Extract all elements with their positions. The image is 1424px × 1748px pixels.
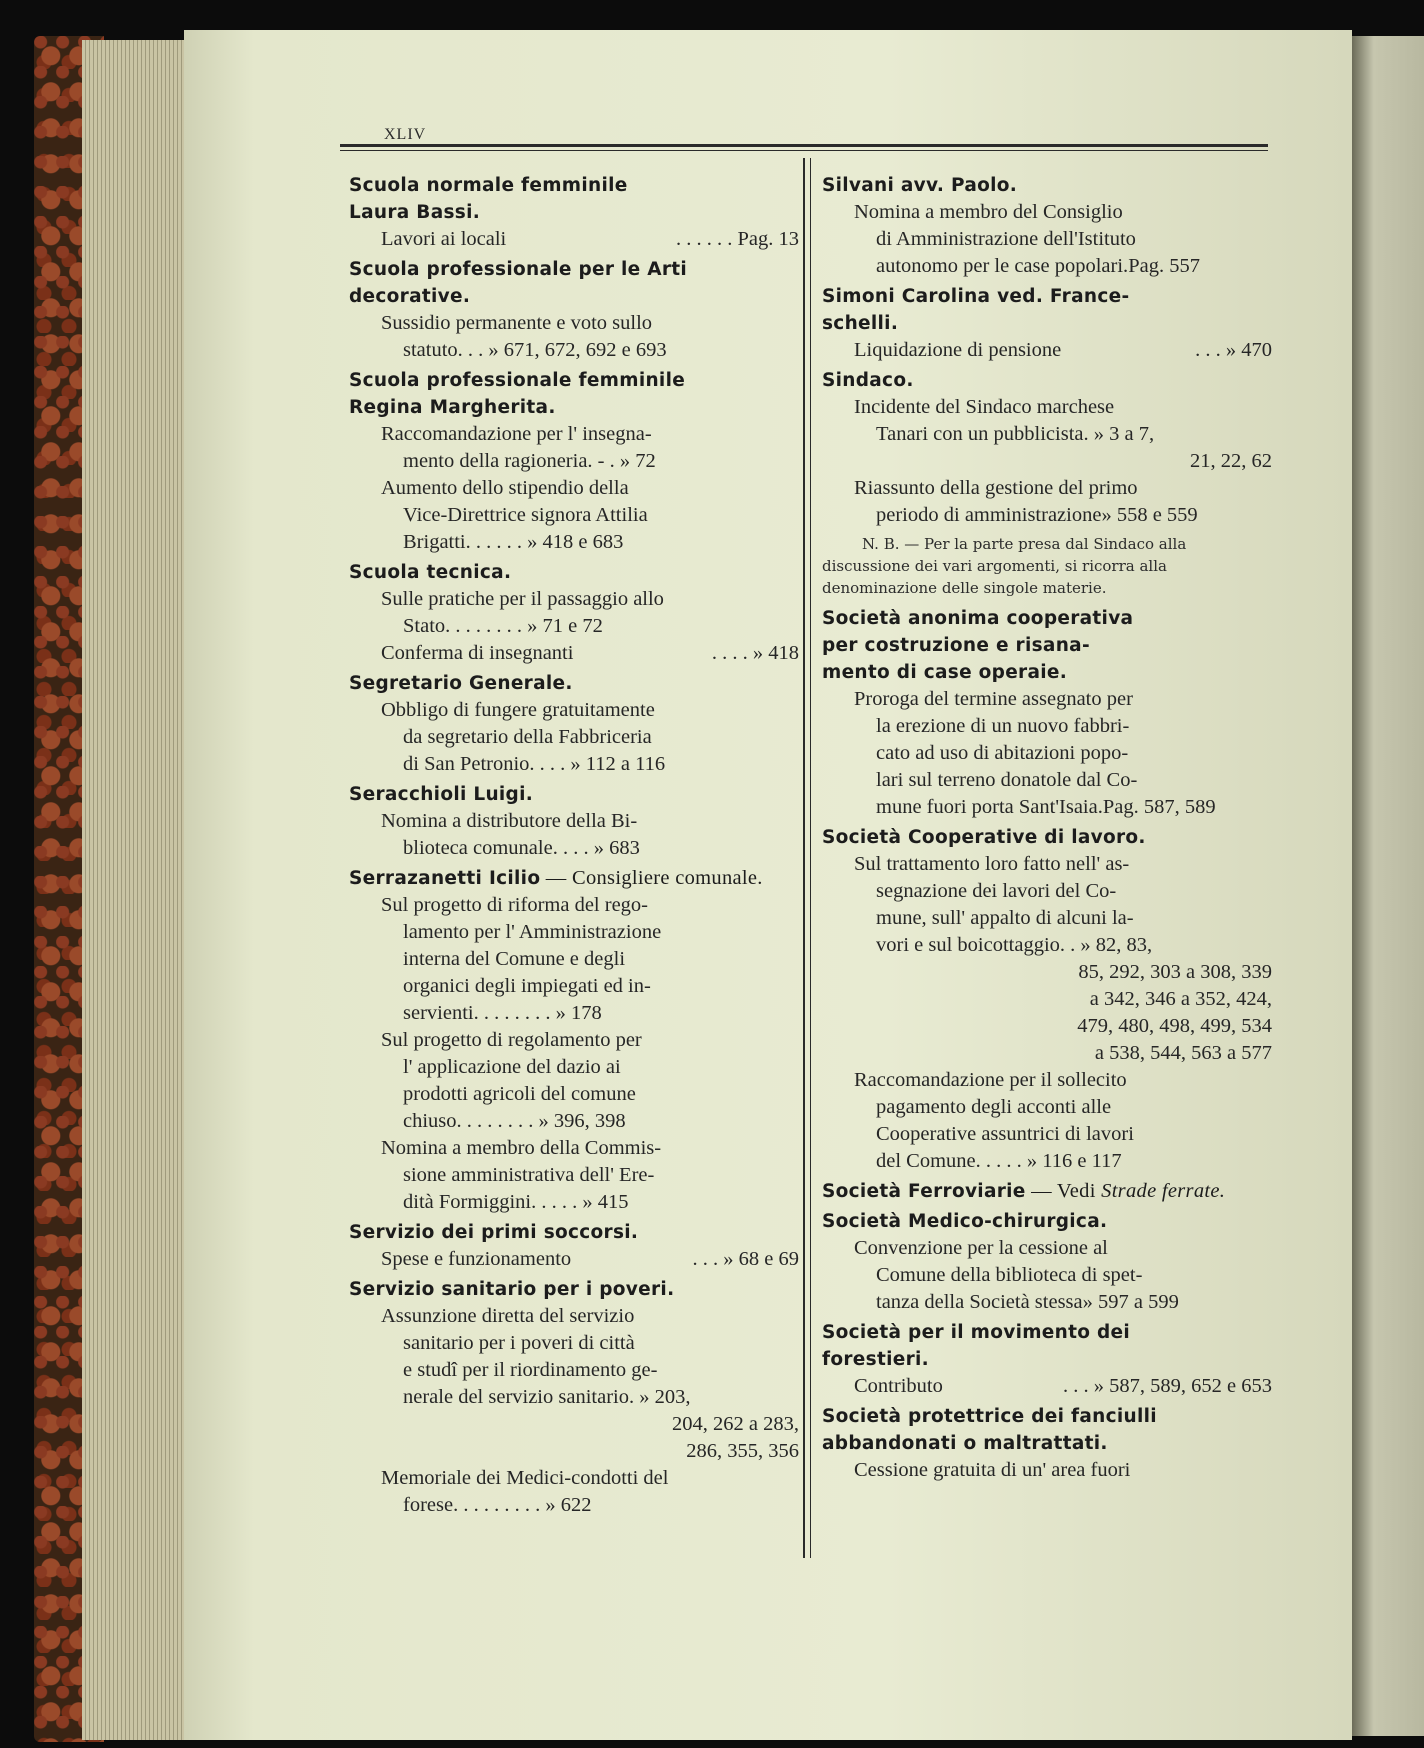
page-reference: Pag. 557: [1128, 255, 1200, 277]
entry-heading: [822, 605, 1272, 686]
entry-subitem: [349, 226, 799, 253]
page-reference-continued: 479, 480, 498, 499, 534: [1077, 1015, 1272, 1037]
page-reference: . . . » 470: [1195, 339, 1272, 361]
entry-heading: [349, 559, 799, 586]
entry-heading-line: Società Medico-chirurgica.: [822, 1211, 1108, 1232]
subitem-text: Brigatti: [403, 531, 466, 553]
subitem-text: Lavori ai locali: [381, 228, 507, 250]
subitem-text: la erezione di un nuovo fabbri-: [876, 715, 1130, 737]
subitem-text: Sul progetto di riforma del rego-: [381, 894, 649, 916]
page-reference: . - . » 72: [587, 450, 656, 472]
entry-heading-line: Scuola professionale per le Arti: [349, 259, 688, 280]
entry-heading-suffix: — Consigliere comunale.: [540, 867, 763, 889]
entry-subitem: [349, 1465, 799, 1519]
subitem-text: periodo di amministrazione: [876, 504, 1102, 526]
subitem-text: blioteca comunale: [403, 837, 553, 859]
subitem-line-with-ref: [854, 502, 1272, 529]
index-entry: [349, 781, 799, 862]
subitem-line-with-ref: [381, 337, 799, 364]
entry-heading-line: Scuola professionale femminile: [349, 370, 686, 391]
subitem-text: lari sul terreno donatole dal Co-: [876, 769, 1138, 791]
subitem-text: Assunzione diretta del servizio: [381, 1305, 635, 1327]
index-entry: [822, 1319, 1272, 1400]
subitem-text: Incidente del Sindaco marchese: [854, 396, 1115, 418]
subitem-text: nerale del servizio sanitario: [403, 1386, 629, 1408]
entry-heading-line: Segretario Generale.: [349, 673, 573, 694]
entry-subitem: [349, 586, 799, 640]
page-reference: » 558 e 559: [1101, 504, 1198, 526]
entry-subitem: [349, 1027, 799, 1135]
subitem-text: sanitario per i poveri di città: [403, 1332, 635, 1354]
page-number: XLIV: [384, 126, 427, 143]
subitem-line-with-ref: [854, 1289, 1272, 1316]
subitem-text: Sul progetto di regolamento per: [381, 1029, 642, 1051]
entry-subitem: [349, 421, 799, 475]
entry-subitem: [822, 686, 1272, 821]
subitem-text: vori e sul boicottaggio: [876, 934, 1060, 956]
page-reference: . . . . . » 116 e 117: [975, 1150, 1122, 1172]
subitem-text: del Comune: [876, 1150, 976, 1172]
entry-subitem: [822, 199, 1272, 280]
index-entry: [349, 1276, 799, 1519]
entry-heading-line: Società Cooperative di lavoro.: [822, 827, 1146, 848]
facing-page-edge: [1352, 36, 1424, 1736]
entry-heading: [349, 172, 799, 226]
subitem-text: Contributo: [854, 1375, 943, 1397]
subitem-text: mento della ragioneria: [403, 450, 588, 472]
subitem-line-with-ref: [381, 640, 799, 667]
subitem-text: autonomo per le case popolari.: [876, 255, 1129, 277]
subitem-line-with-ref: [381, 529, 799, 556]
entry-subitem: [349, 1303, 799, 1465]
entry-heading-line: Regina Margherita.: [349, 397, 556, 418]
entry-heading-line: Servizio sanitario per i poveri.: [349, 1279, 675, 1300]
page-reference-continued: a 538, 544, 563 a 577: [1094, 1042, 1272, 1064]
subitem-text: Cooperative assuntrici di lavori: [876, 1123, 1134, 1145]
page-reference: . . . . . . Pag. 13: [676, 228, 799, 250]
entry-heading: [349, 781, 799, 808]
subitem-text: Stato: [403, 615, 446, 637]
entry-heading: [349, 865, 799, 892]
entry-heading: [822, 824, 1272, 851]
subitem-text: Nomina a membro della Commis-: [381, 1137, 662, 1159]
entry-heading: [349, 367, 799, 421]
subitem-line-with-ref: [854, 1457, 1272, 1484]
entry-subitem: [822, 475, 1272, 529]
page-reference: . . . . . . . . » 396, 398: [456, 1110, 626, 1132]
entry-heading-line: Simoni Carolina ved. France-: [822, 286, 1130, 307]
page-reference-continued: 85, 292, 303 a 308, 339: [1078, 961, 1272, 983]
entry-heading-line: per costruzione e risana-: [822, 635, 1090, 656]
subitem-line-with-ref: [854, 337, 1272, 364]
index-entry: [349, 367, 799, 556]
index-entry: [822, 605, 1272, 821]
page-reference-continued: 286, 355, 356: [686, 1440, 799, 1462]
entry-subitem: [349, 892, 799, 1027]
subitem-text: lamento per l' Amministrazione: [403, 921, 662, 943]
subitem-text: interna del Comune e degli: [403, 948, 626, 970]
index-entry: [822, 367, 1272, 599]
subitem-line-with-ref: [381, 1492, 799, 1519]
subitem-line-with-ref: [381, 1000, 799, 1027]
entry-heading: [349, 1219, 799, 1246]
subitem-text: forese: [403, 1494, 454, 1516]
entry-subitem: [349, 1246, 799, 1273]
entry-heading-line: Società anonima cooperativa: [822, 608, 1134, 629]
page-reference: . . . . . . . . » 178: [473, 1002, 602, 1024]
page-reference: . . . . . . » 418 e 683: [465, 531, 624, 553]
entry-subitem: [349, 808, 799, 862]
subitem-text: cato ad uso di abitazioni popo-: [876, 742, 1129, 764]
page-reference: . . . . . . . . » 71 e 72: [445, 615, 603, 637]
page-reference: . » 203,: [628, 1386, 691, 1408]
subitem-text: dità Formiggini: [403, 1191, 532, 1213]
subitem-text: Proroga del termine assegnato per: [854, 688, 1133, 710]
subitem-text: Riassunto della gestione del primo: [854, 477, 1138, 499]
entry-heading: [822, 1208, 1272, 1235]
entry-heading-line: decorative.: [349, 286, 471, 307]
subitem-text: Liquidazione di pensione: [854, 339, 1062, 361]
entry-subitem: [822, 1235, 1272, 1316]
subitem-line-with-ref: [854, 253, 1272, 280]
index-entry: [822, 1208, 1272, 1316]
entry-heading-line: Società per il movimento dei: [822, 1322, 1131, 1343]
page-reference: . . . » 671, 672, 692 e 693: [457, 339, 667, 361]
subitem-text: mune, sull' appalto di alcuni la-: [876, 907, 1134, 929]
column-divider-thin: [810, 158, 811, 1558]
subitem-text: Vice-Direttrice signora Attilia: [403, 504, 648, 526]
note-text: N. B. — Per la parte presa dal Sindaco alla discussione dei vari argomenti, si ricorra alla denominazione delle singole materie.: [822, 535, 1187, 597]
entry-subitem: [822, 1373, 1272, 1400]
subitem-text: Sussidio permanente e voto sullo: [381, 312, 653, 334]
subitem-line-with-ref: [381, 751, 799, 778]
page-reference: . . . . » 418: [711, 642, 799, 664]
page-stack-edge: [82, 40, 192, 1740]
index-entry: [349, 559, 799, 667]
page-reference: . . » 82, 83,: [1059, 934, 1153, 956]
subitem-text: Convenzione per la cessione al: [854, 1237, 1108, 1259]
entry-heading-line: abbandonati o maltrattati.: [822, 1433, 1108, 1454]
subitem-text: Aumento dello stipendio della: [381, 477, 629, 499]
subitem-line-with-ref: [854, 1373, 1272, 1400]
entry-subitem: [349, 1135, 799, 1216]
entry-subitem: [822, 394, 1272, 475]
subitem-text: Conferma di insegnanti: [381, 642, 574, 664]
index-entry: [349, 865, 799, 1216]
subitem-text: Cessione gratuita di un' area fuori: [854, 1459, 1131, 1481]
page-reference: . . . . » 112 a 116: [529, 753, 666, 775]
index-entry: [349, 172, 799, 253]
subitem-line-with-ref: [381, 613, 799, 640]
subitem-text: Sulle pratiche per il passaggio allo: [381, 588, 664, 610]
entry-heading: [822, 1319, 1272, 1373]
page-reference: . . . . . » 415: [531, 1191, 629, 1213]
column-divider: [803, 158, 805, 1558]
subitem-text: l' applicazione del dazio ai: [403, 1056, 621, 1078]
entry-heading-line: Silvani avv. Paolo.: [822, 175, 1018, 196]
entry-subitem: [349, 640, 799, 667]
entry-subitem: [822, 851, 1272, 1067]
entry-subitem: [349, 697, 799, 778]
entry-subitem: [822, 337, 1272, 364]
subitem-line-with-ref: [854, 794, 1272, 821]
page-reference: . » 3 a 7,: [1083, 423, 1155, 445]
subitem-line-with-ref: [381, 448, 799, 475]
index-entry: [349, 1219, 799, 1273]
entry-subitem: [822, 1457, 1272, 1484]
subitem-text: Spese e funzionamento: [381, 1248, 572, 1270]
entry-subitem: [349, 310, 799, 364]
index-entry: [822, 824, 1272, 1175]
entry-heading-line: Scuola tecnica.: [349, 562, 512, 583]
index-column-left: [349, 172, 799, 1522]
entry-heading: [822, 172, 1272, 199]
subitem-text: Tanari con un pubblicista: [876, 423, 1084, 445]
subitem-text: chiuso: [403, 1110, 457, 1132]
entry-cross-reference: Strade ferrate.: [1101, 1180, 1226, 1202]
subitem-line-with-ref: [854, 1148, 1272, 1175]
subitem-text: prodotti agricoli del comune: [403, 1083, 636, 1105]
subitem-line-with-ref: [381, 1189, 799, 1216]
subitem-line-with-ref: [381, 226, 799, 253]
entry-heading: [349, 670, 799, 697]
subitem-text: mune fuori porta Sant'Isaia.: [876, 796, 1103, 818]
entry-heading: [822, 1403, 1272, 1457]
entry-heading: [349, 1276, 799, 1303]
subitem-text: organici degli impiegati ed in-: [403, 975, 651, 997]
subitem-text: servienti: [403, 1002, 474, 1024]
page-reference-continued: 204, 262 a 283,: [672, 1413, 799, 1435]
subitem-text: da segretario della Fabbriceria: [403, 726, 652, 748]
subitem-text: Sul trattamento loro fatto nell' as-: [854, 853, 1130, 875]
index-entry: [822, 172, 1272, 280]
subitem-text: sione amministrativa dell' Ere-: [403, 1164, 655, 1186]
entry-heading: [822, 1178, 1272, 1205]
subitem-text: Obbligo di fungere gratuitamente: [381, 699, 655, 721]
entry-heading-line: Sindaco.: [822, 370, 914, 391]
subitem-text: Raccomandazione per il sollecito: [854, 1069, 1127, 1091]
entry-heading-line: Società Ferroviarie: [822, 1181, 1026, 1202]
page-reference: » 597 a 599: [1082, 1291, 1179, 1313]
subitem-text: statuto: [403, 339, 458, 361]
page-reference-continued: 21, 22, 62: [1190, 450, 1272, 472]
subitem-text: Comune della biblioteca di spet-: [876, 1264, 1143, 1286]
subitem-text: segnazione dei lavori del Co-: [876, 880, 1117, 902]
subitem-text: di San Petronio: [403, 753, 530, 775]
header-rule: [340, 144, 1268, 147]
entry-heading-line: Laura Bassi.: [349, 202, 481, 223]
subitem-line-with-ref: [381, 1384, 799, 1411]
entry-heading-line: Società protettrice dei fanciulli: [822, 1406, 1157, 1427]
page-reference: . . . . . . . . . » 622: [453, 1494, 592, 1516]
index-entry: [349, 256, 799, 364]
page-reference: Pag. 587, 589: [1102, 796, 1216, 818]
index-entry: [822, 283, 1272, 364]
editorial-note: [822, 533, 1272, 599]
subitem-text: Nomina a membro del Consiglio: [854, 201, 1123, 223]
index-column-right: [822, 172, 1272, 1487]
entry-heading: [822, 283, 1272, 337]
index-entry: [822, 1403, 1272, 1484]
entry-heading-line: schelli.: [822, 313, 899, 334]
entry-heading: [822, 367, 1272, 394]
page-reference-continued: a 342, 346 a 352, 424,: [1089, 988, 1272, 1010]
subitem-text: pagamento degli acconti alle: [876, 1096, 1112, 1118]
subitem-line-with-ref: [381, 1246, 799, 1273]
index-entry: [822, 1178, 1272, 1205]
subitem-line-with-ref: [381, 1108, 799, 1135]
subitem-text: Memoriale dei Medici-condotti del: [381, 1467, 669, 1489]
entry-heading-line: Servizio dei primi soccorsi.: [349, 1222, 639, 1243]
index-entry: [349, 670, 799, 778]
subitem-line-with-ref: [854, 421, 1272, 448]
subitem-text: Raccomandazione per l' insegna-: [381, 423, 652, 445]
entry-heading-line: mento di case operaie.: [822, 662, 1068, 683]
subitem-text: e studî per il riordinamento ge-: [403, 1359, 658, 1381]
subitem-text: di Amministrazione dell'Istituto: [876, 228, 1136, 250]
subitem-line-with-ref: [854, 932, 1272, 959]
entry-heading-line: forestieri.: [822, 1349, 929, 1370]
entry-subitem: [822, 1067, 1272, 1175]
subitem-line-with-ref: [381, 835, 799, 862]
entry-heading-line: Seracchioli Luigi.: [349, 784, 534, 805]
entry-heading-suffix: — Vedi: [1025, 1180, 1102, 1202]
page-reference: . . . . » 683: [552, 837, 640, 859]
header-rule-thin: [340, 150, 1268, 151]
entry-heading: [349, 256, 799, 310]
subitem-text: Nomina a distributore della Bi-: [381, 810, 638, 832]
entry-subitem: [349, 475, 799, 556]
entry-heading-line: Scuola normale femminile: [349, 175, 628, 196]
page-reference: . . . » 587, 589, 652 e 653: [1063, 1375, 1272, 1397]
entry-heading-line: Serrazanetti Icilio: [349, 868, 541, 889]
subitem-text: tanza della Società stessa: [876, 1291, 1083, 1313]
page-reference: . . . » 68 e 69: [692, 1248, 799, 1270]
